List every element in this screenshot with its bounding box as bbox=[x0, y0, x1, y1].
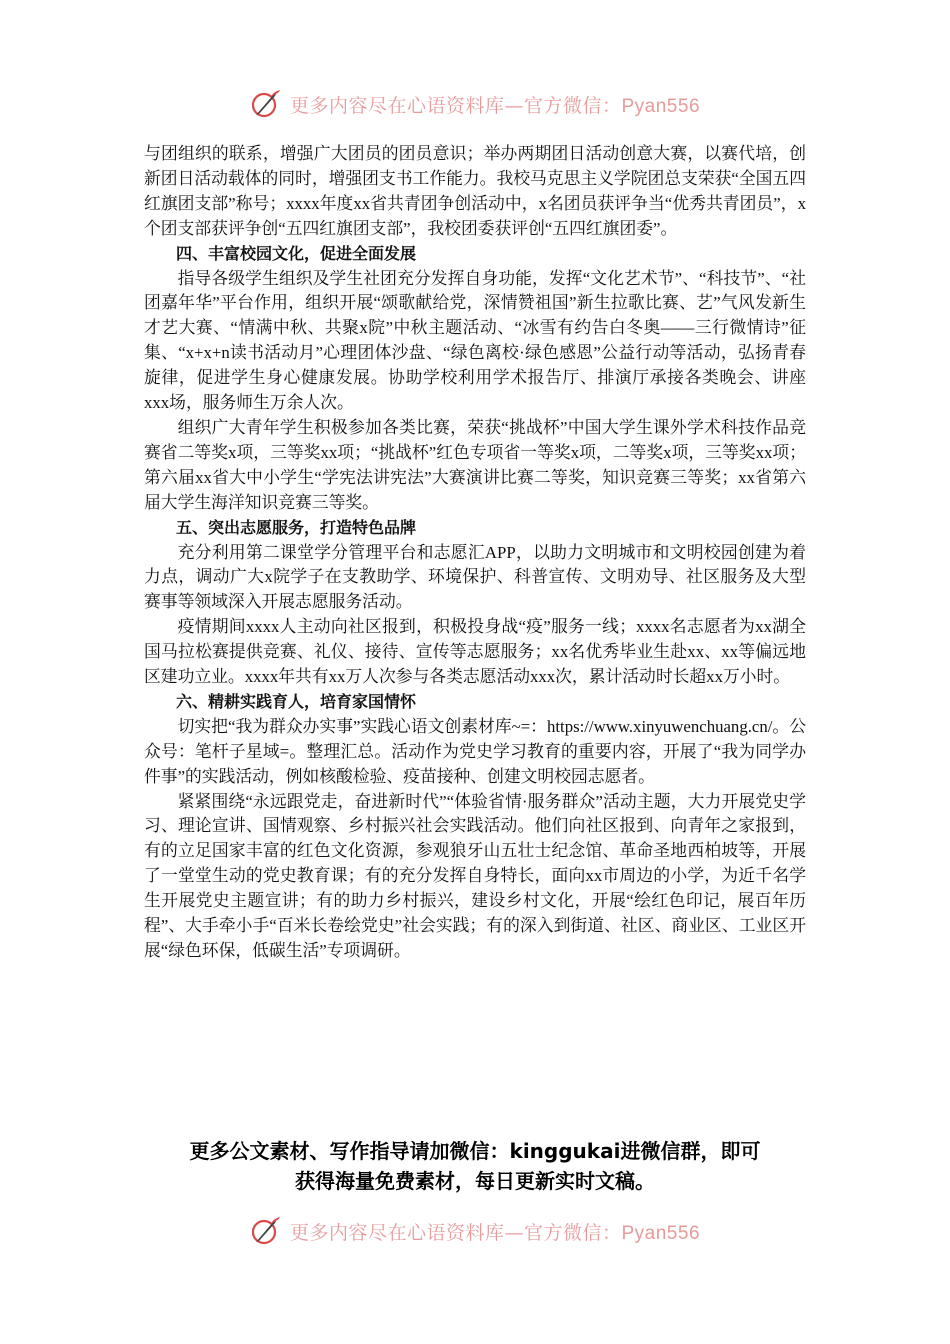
body-paragraph: 切实把“我为群众办实事”实践心语文创素材库~=：https://www.xinyuwenchuang.cn/。公众号：笔杆子星域=。整理汇总。活动作为党史学习教育的重要内容，开展了“我为同学办件事”的实践活动，例如核酸检验、疫苗接种、创建文明校园志愿者。 bbox=[144, 716, 806, 786]
footer-promo-text bbox=[120, 1136, 830, 1196]
body-paragraph: 疫情期间xxxx人主动向社区报到，积极投身战“疫”服务一线；xxxx名志愿者为xx湖全国马拉松赛提供竞赛、礼仪、接待、宣传等志愿服务；xx名优秀毕业生赴xx、xx等偏远地区建功立业。xxxx年共有xx万人次参与各类志愿活动xxx次，累计活动时长超xx万小时。 bbox=[144, 617, 806, 687]
body-paragraph: 组织广大青年学生积极参加各类比赛，荣获“挑战杯”中国大学生课外学术科技作品竞赛省二等奖x项，三等奖xx项；“挑战杯”红色专项省一等奖x项，二等奖x项，三等奖xx项；第六届xx省大中小学生“学宪法讲宪法”大赛演讲比赛二等奖，知识竞赛三等奖；xx省第六届大学生海洋知识竞赛三等奖。 bbox=[144, 417, 806, 512]
watermark-text: 更多内容尽在心语资料库—官方微信：Pyan556 bbox=[289, 1221, 701, 1244]
section-heading: 五、突出志愿服务，打造特色品牌 bbox=[176, 517, 417, 537]
article-body bbox=[144, 142, 806, 964]
section-heading: 四、丰富校园文化，促进全面发展 bbox=[176, 243, 417, 263]
quill-logo-icon bbox=[250, 1215, 282, 1247]
body-paragraph: 紧紧围绕“永远跟党走，奋进新时代”“体验省情·服务群众”活动主题，大力开展党史学习、理论宣讲、国情观察、乡村振兴社会实践活动。他们向社区报到、向青年之家报到，有的立足国家丰富的红色文化资源，参观狼牙山五壮士纪念馆、革命圣地西柏坡等，开展了一堂堂生动的党史教育课；有的充分发挥自身特长，面向xx市周边的小学，为近千名学生开展党史主题宣讲；有的助力乡村振兴，建设乡村文化，开展“绘红色印记，展百年历程”、大手牵小手“百米长卷绘党史”社会实践；有的深入到街道、社区、商业区、工业区开展“绿色环保，低碳生活”专项调研。 bbox=[144, 791, 806, 960]
watermark-banner-top bbox=[0, 84, 950, 124]
watermark-text: 更多内容尽在心语资料库—官方微信：Pyan556 bbox=[289, 94, 701, 117]
body-paragraph: 与团组织的联系，增强广大团员的团员意识；举办两期团日活动创意大赛，以赛代培，创新团日活动载体的同时，增强团支书工作能力。我校马克思主义学院团总支荣获“全国五四红旗团支部”称号；xxxx年度xx省共青团争创活动中，x名团员获评争当“优秀共青团员”，x个团支部获评争创“五四红旗团支部”，我校团委获评创“五四红旗团委”。 bbox=[144, 144, 806, 238]
quill-logo-icon bbox=[250, 88, 282, 120]
body-paragraph: 指导各级学生组织及学生社团充分发挥自身功能，发挥“文化艺术节”、“科技节”、“社团嘉年华”平台作用，组织开展“颂歌献给党，深情赞祖国”新生拉歌比赛、艺”气风发新生才艺大赛、“情满中秋、共聚x院”中秋主题活动、“冰雪有约告白冬奥——三行微情诗”征集、“x+x+n读书活动月”心理团体沙盘、“绿色离校·绿色感恩”公益行动等活动，弘扬青春旋律，促进学生身心健康发展。协助学校利用学术报告厅、排演厅承接各类晚会、讲座xxx场，服务师生万余人次。 bbox=[144, 268, 806, 413]
footer-line-1: 更多公文素材、写作指导请加微信：kinggukai进微信群，即可 bbox=[189, 1139, 761, 1163]
section-heading: 六、精耕实践育人，培育家国情怀 bbox=[176, 691, 417, 711]
footer-line-2: 获得海量免费素材，每日更新实时文稿。 bbox=[295, 1169, 655, 1193]
body-paragraph: 充分利用第二课堂学分管理平台和志愿汇APP，以助力文明城市和文明校园创建为着力点，调动广大x院学子在支教助学、环境保护、科普宣传、文明劝导、社区服务及大型赛事等领域深入开展志愿服务活动。 bbox=[144, 542, 806, 612]
watermark-banner-bottom bbox=[0, 1211, 950, 1251]
